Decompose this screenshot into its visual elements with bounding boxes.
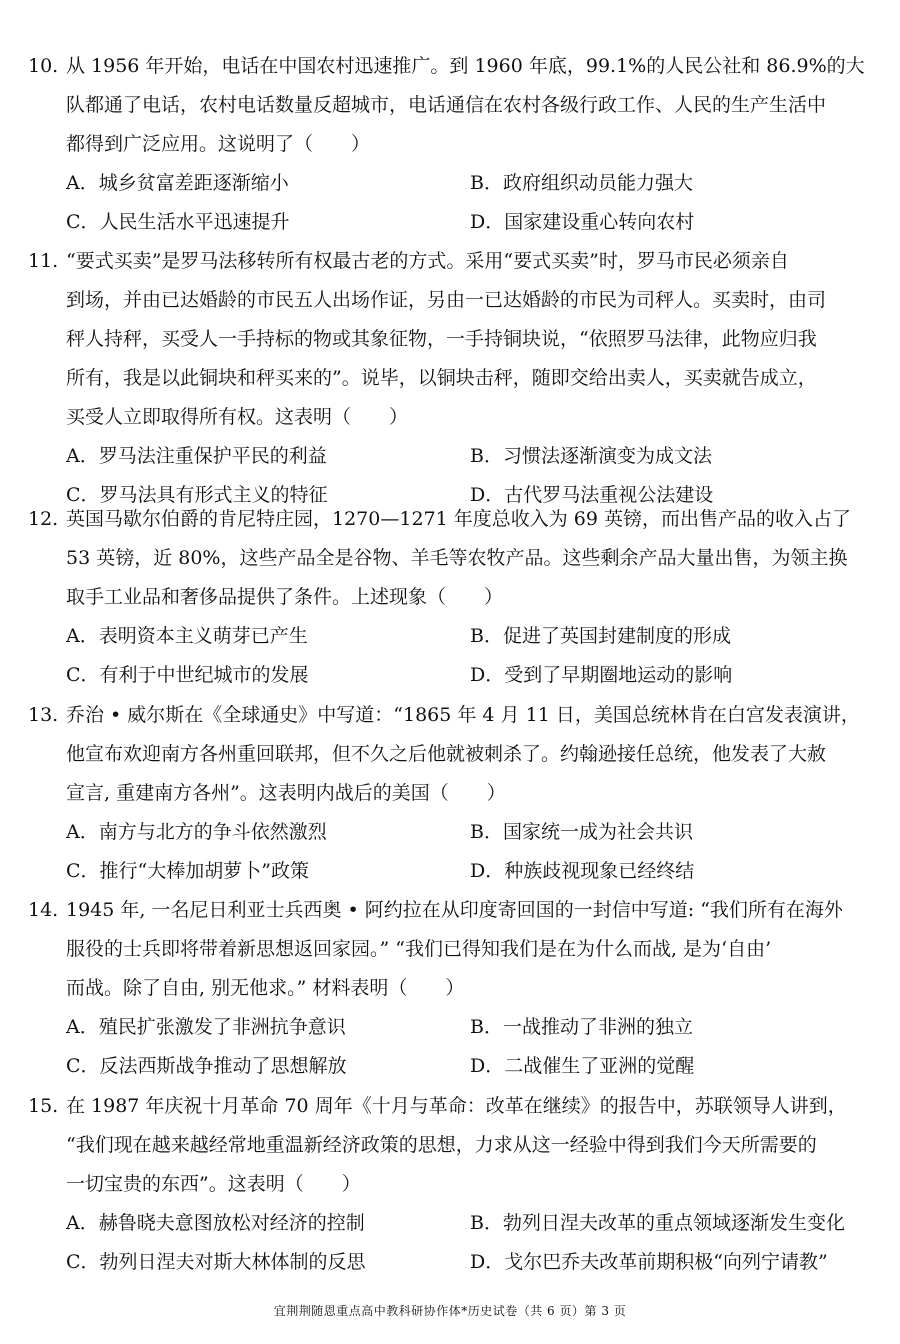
- question-number: 12.: [28, 508, 59, 530]
- question-text-line: 他宣布欢迎南方各州重回联邦，但不久之后他就被刺杀了。约翰逊接任总统，他发表了大赦: [66, 743, 827, 765]
- option-a[interactable]: A．赫鲁晓夫意图放松对经济的控制: [66, 1212, 365, 1234]
- question-10: [28, 47, 874, 242]
- option-c[interactable]: C．有利于中世纪城市的发展: [66, 664, 309, 686]
- question-text-line: 53 英镑，近 80%，这些产品全是谷物、羊毛等农牧产品。这些剩余产品大量出售，为领主换: [66, 547, 848, 569]
- option-c[interactable]: C．人民生活水平迅速提升: [66, 211, 290, 233]
- question-text-line: 从 1956 年开始，电话在中国农村迅速推广。到 1960 年底，99.1%的人民公社和 86.9%的大: [66, 55, 865, 77]
- option-b[interactable]: B．习惯法逐渐演变为成文法: [470, 445, 712, 467]
- option-c[interactable]: C．罗马法具有形式主义的特征: [66, 484, 328, 506]
- question-text-line: “我们现在越来越经常地重温新经济政策的思想，力求从这一经验中得到我们今天所需要的: [66, 1134, 817, 1156]
- question-text-line: 服役的士兵即将带着新思想返回家园。” “我们已得知我们是在为什么而战, 是为‘自由’: [66, 938, 772, 960]
- option-b[interactable]: B．国家统一成为社会共识: [470, 821, 693, 843]
- question-text-line: 到场，并由已达婚龄的市民五人出场作证，另由一已达婚龄的市民为司秤人。买卖时，由司: [66, 289, 827, 311]
- question-13: [28, 696, 874, 891]
- options: [28, 1204, 874, 1282]
- question-15: [28, 1087, 874, 1282]
- option-a[interactable]: A．表明资本主义萌芽已产生: [66, 625, 308, 647]
- option-d[interactable]: D．国家建设重心转向农村: [470, 211, 695, 233]
- page-footer: 宜荆荆随恩重点高中教科研协作体*历史试卷（共 6 页）第 3 页: [273, 1304, 627, 1318]
- question-12: [28, 500, 874, 695]
- question-text-line: 队都通了电话，农村电话数量反超城市，电话通信在农村各级行政工作、人民的生产生活中: [66, 94, 827, 116]
- options: [28, 617, 874, 695]
- options: [28, 813, 874, 891]
- option-a[interactable]: A．城乡贫富差距逐渐缩小: [66, 172, 289, 194]
- option-b[interactable]: B．勃列日涅夫改革的重点领域逐渐发生变化: [470, 1212, 845, 1234]
- option-c[interactable]: C．推行“大棒加胡萝卜”政策: [66, 860, 309, 882]
- options: [28, 1008, 874, 1086]
- option-b[interactable]: B．促进了英国封建制度的形成: [470, 625, 731, 647]
- question-number: 15.: [28, 1095, 59, 1117]
- option-a[interactable]: A．罗马法注重保护平民的利益: [66, 445, 327, 467]
- option-d[interactable]: D．受到了早期圈地运动的影响: [470, 664, 733, 686]
- question-text-line: 英国马歇尔伯爵的肯尼特庄园，1270—1271 年度总收入为 69 英镑，而出售产品的收入占了: [66, 508, 852, 530]
- question-text-line: 取手工业品和奢侈品提供了条件。上述现象（ ）: [66, 586, 504, 608]
- question-text-line: 秤人持秤，买受人一手持标的物或其象征物，一手持铜块说，“依照罗马法律，此物应归我: [66, 328, 817, 350]
- question-11: [28, 242, 874, 515]
- question-text-line: 所有，我是以此铜块和秤买来的”。说毕，以铜块击秤，随即交给出卖人，买卖就告成立，: [66, 367, 817, 389]
- question-text-line: 在 1987 年庆祝十月革命 70 周年《十月与革命：改革在继续》的报告中，苏联领导人讲到，: [66, 1095, 847, 1117]
- question-text-line: “要式买卖”是罗马法移转所有权最古老的方式。采用“要式买卖”时，罗马市民必须亲自: [66, 250, 789, 272]
- question-text-line: 都得到广泛应用。这说明了（ ）: [66, 133, 371, 155]
- option-d[interactable]: D．二战催生了亚洲的觉醒: [470, 1055, 695, 1077]
- question-14: [28, 891, 874, 1086]
- question-number: 14.: [28, 899, 59, 921]
- option-d[interactable]: D．种族歧视现象已经终结: [470, 860, 695, 882]
- question-text-line: 买受人立即取得所有权。这表明（ ）: [66, 406, 409, 428]
- question-text-line: 一切宝贵的东西”。这表明（ ）: [66, 1173, 361, 1195]
- question-text-line: 宣言, 重建南方各州”。这表明内战后的美国（ ）: [66, 782, 506, 804]
- option-c[interactable]: C．勃列日涅夫对斯大林体制的反思: [66, 1251, 366, 1273]
- question-text-line: 而战。除了自由, 别无他求。” 材料表明（ ）: [66, 977, 465, 999]
- option-d[interactable]: D．古代罗马法重视公法建设: [470, 484, 714, 506]
- question-text-line: 乔治 • 威尔斯在《全球通史》中写道：“1865 年 4 月 11 日，美国总统林肯在白宫发表演讲，: [66, 704, 860, 726]
- option-b[interactable]: B．一战推动了非洲的独立: [470, 1016, 693, 1038]
- question-number: 10.: [28, 55, 59, 77]
- option-a[interactable]: A．殖民扩张激发了非洲抗争意识: [66, 1016, 346, 1038]
- question-number: 13.: [28, 704, 59, 726]
- options: [28, 164, 874, 242]
- option-c[interactable]: C．反法西斯战争推动了思想解放: [66, 1055, 347, 1077]
- option-d[interactable]: D．戈尔巴乔夫改革前期积极“向列宁请教”: [470, 1251, 828, 1273]
- option-b[interactable]: B．政府组织动员能力强大: [470, 172, 693, 194]
- question-text-line: 1945 年, 一名尼日利亚士兵西奥 • 阿约拉在从印度寄回国的一封信中写道: “我们所有在海外: [66, 899, 843, 921]
- question-number: 11.: [28, 250, 59, 272]
- option-a[interactable]: A．南方与北方的争斗依然激烈: [66, 821, 327, 843]
